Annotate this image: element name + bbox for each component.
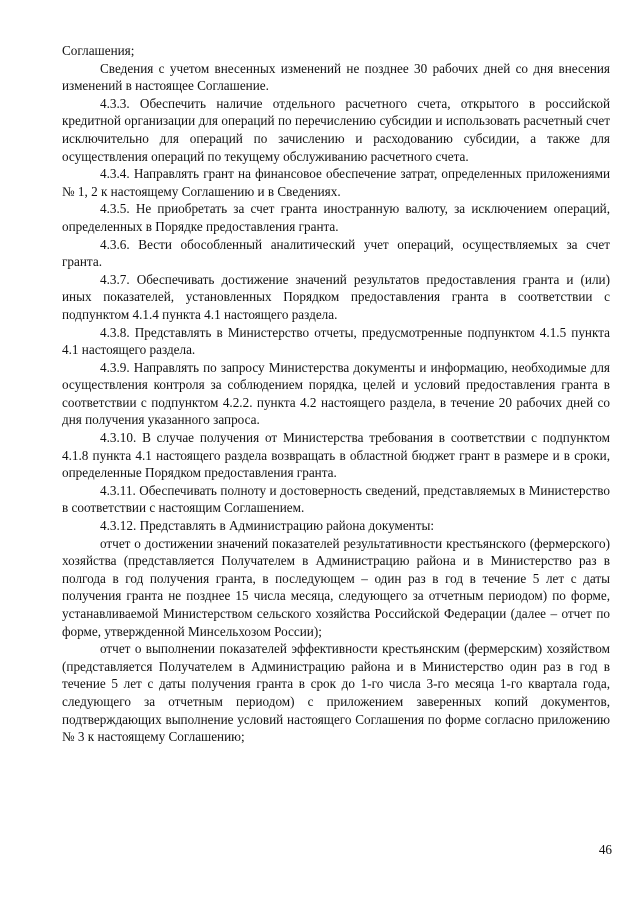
paragraph-report-efficiency: отчет о выполнении показателей эффективности крестьянским (фермерским) хозяйством (представляется Получателем в Администрацию района и в Министерство один раз в год в течение 5 лет с даты получения гранта в срок до 1-го числа 3-го месяца 1-го квартала года, следующего за отчетным периодом) с приложением заверенных копий документов, подтверждающих выполнение условий настоящего Соглашения по форме согласно приложению № 3 к настоящему Соглашению;: [62, 641, 610, 745]
paragraph-4-3-11: 4.3.11. Обеспечивать полноту и достоверность сведений, представляемых в Министерство в соответствии с настоящим Соглашением.: [62, 482, 610, 516]
paragraph-4-3-3: 4.3.3. Обеспечить наличие отдельного расчетного счета, открытого в российской кредитной организации для операций по перечислению субсидии и использовать расчетный счет исключительно для операций по зачислению и расходованию субсидии, а также для осуществления операций по текущему обслуживанию расчетного счета.: [62, 95, 610, 164]
paragraph-4-3-10: 4.3.10. В случае получения от Министерства требования в соответствии с подпунктом 4.1.8 пункта 4.1 настоящего раздела возвращать в областной бюджет грант в размере и в сроки, определенные Порядком предоставления гранта.: [62, 430, 610, 481]
paragraph-4-3-9: 4.3.9. Направлять по запросу Министерства документы и информацию, необходимые для осуществления контроля за соблюдением порядка, целей и условий предоставления гранта в соответствии с подпунктом 4.2.2. пункта 4.2 настоящего раздела, в течение 20 рабочих дней со дня получения указанного запроса.: [62, 359, 610, 428]
paragraph: Сведения с учетом внесенных изменений не позднее 30 рабочих дней со дня внесения изменений в настоящее Соглашение.: [62, 60, 610, 94]
paragraph-report-results: отчет о достижении значений показателей результативности крестьянского (фермерского) хозяйства (представляется Получателем в Администрацию района и в Министерство раз в полгода в год получения гранта, в последующем – один раз в год в течение 5 лет с даты получения гранта не позднее 15 числа месяца, следующего за отчетным периодом) по форме, устанавливаемой Министерством сельского хозяйства Российской Федерации (далее – отчет по форме, утвержденной Минсельхозом России);: [62, 535, 610, 639]
paragraph-4-3-8: 4.3.8. Представлять в Министерство отчеты, предусмотренные подпунктом 4.1.5 пункта 4.1 настоящего раздела.: [62, 324, 610, 358]
paragraph-4-3-6: 4.3.6. Вести обособленный аналитический учет операций, осуществляемых за счет гранта.: [62, 236, 610, 270]
paragraph-4-3-7: 4.3.7. Обеспечивать достижение значений результатов предоставления гранта и (или) иных показателей, установленных Порядком предоставления гранта в соответствии с подпунктом 4.1.4 пункта 4.1 настоящего раздела.: [62, 271, 610, 322]
paragraph-4-3-12: 4.3.12. Представлять в Администрацию района документы:: [100, 518, 435, 534]
paragraph-continuation: Соглашения;: [62, 43, 135, 58]
page-number: 46: [598, 842, 612, 857]
paragraph-4-3-4: 4.3.4. Направлять грант на финансовое обеспечение затрат, определенных приложениями № 1, 2 к настоящему Соглашению и в Сведениях.: [62, 166, 610, 199]
paragraph-4-3-5: 4.3.5. Не приобретать за счет гранта иностранную валюту, за исключением операций, определенных в Порядке предоставления гранта.: [62, 201, 610, 234]
document-page: [62, 42, 610, 746]
